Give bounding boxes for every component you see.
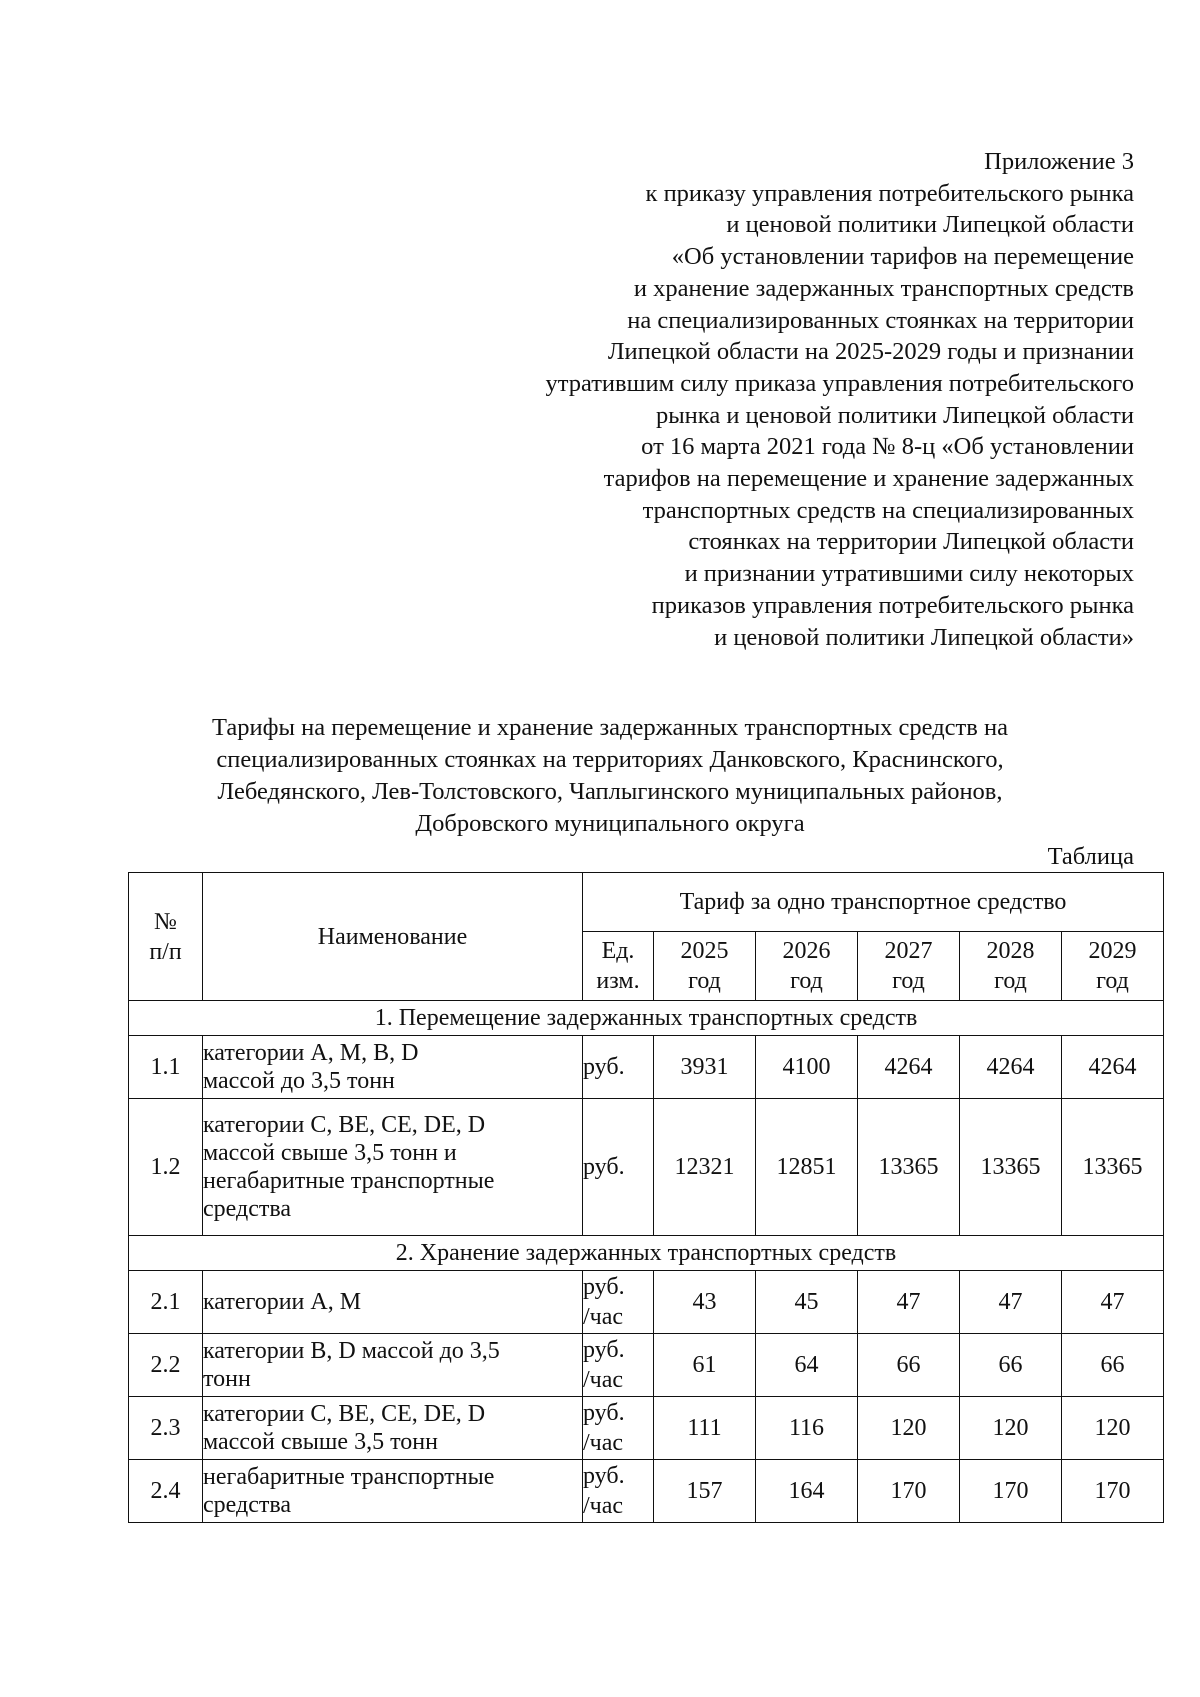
row-number: 1.1 bbox=[129, 1036, 203, 1099]
year-number: 2028 bbox=[986, 938, 1035, 964]
tariff-value: 120 bbox=[858, 1397, 960, 1460]
row-name-line: средства bbox=[203, 1196, 292, 1222]
year-suffix: год bbox=[892, 968, 925, 994]
tariff-value: 116 bbox=[756, 1397, 858, 1460]
row-unit bbox=[583, 1036, 654, 1099]
tariff-value: 47 bbox=[1062, 1271, 1164, 1334]
header-line: рынка и ценовой политики Липецкой области bbox=[655, 401, 1134, 429]
tariff-value: 43 bbox=[654, 1271, 756, 1334]
header-line: Липецкой области на 2025-2029 годы и признании bbox=[607, 338, 1134, 366]
col-header-unit-line1: Ед. bbox=[601, 938, 635, 964]
tariff-value: 13365 bbox=[858, 1099, 960, 1236]
header-line: стоянках на территории Липецкой области bbox=[688, 528, 1134, 556]
tariff-value: 120 bbox=[1062, 1397, 1164, 1460]
title-line: Добровского муниципального округа bbox=[415, 810, 805, 837]
row-unit-line: руб. bbox=[583, 1054, 625, 1080]
row-number: 2.4 bbox=[129, 1460, 203, 1523]
tariff-value: 164 bbox=[756, 1460, 858, 1523]
tariff-value: 45 bbox=[756, 1271, 858, 1334]
row-name bbox=[203, 1460, 583, 1523]
tariff-value: 157 bbox=[654, 1460, 756, 1523]
table-row bbox=[129, 1099, 1164, 1236]
tariff-value: 4100 bbox=[756, 1036, 858, 1099]
row-unit-line: руб. bbox=[583, 1274, 625, 1300]
row-unit bbox=[583, 1099, 654, 1236]
row-name-line: тонн bbox=[203, 1366, 251, 1392]
row-name-line: негабаритные транспортные bbox=[203, 1168, 495, 1194]
row-unit-line: руб. bbox=[583, 1337, 625, 1363]
row-unit-line: руб. bbox=[583, 1463, 625, 1489]
header-line: и признании утратившими силу некоторых bbox=[684, 560, 1134, 588]
header-line: и хранение задержанных транспортных средств bbox=[633, 274, 1134, 302]
tariff-value: 120 bbox=[960, 1397, 1062, 1460]
row-name bbox=[203, 1334, 583, 1397]
tariff-value: 13365 bbox=[1062, 1099, 1164, 1236]
row-number: 1.2 bbox=[129, 1099, 203, 1236]
year-suffix: год bbox=[1096, 968, 1129, 994]
section-heading-relocation: 1. Перемещение задержанных транспортных средств bbox=[129, 1001, 1164, 1036]
tariff-value: 66 bbox=[1062, 1334, 1164, 1397]
row-number: 2.3 bbox=[129, 1397, 203, 1460]
year-number: 2027 bbox=[884, 938, 933, 964]
tariff-table bbox=[128, 872, 1164, 1523]
table-row bbox=[129, 1397, 1164, 1460]
row-number: 2.1 bbox=[129, 1271, 203, 1334]
row-name bbox=[203, 1099, 583, 1236]
header-line: «Об установлении тарифов на перемещение bbox=[671, 243, 1134, 271]
row-number: 2.2 bbox=[129, 1334, 203, 1397]
header-line: к приказу управления потребительского рынка bbox=[645, 179, 1134, 207]
col-header-year bbox=[960, 932, 1062, 1001]
row-unit-line: руб. bbox=[583, 1154, 625, 1180]
row-name-line: категории A, M, B, D bbox=[203, 1040, 419, 1066]
row-unit-line: /час bbox=[583, 1493, 624, 1519]
header-line: утратившим силу приказа управления потребительского bbox=[545, 369, 1134, 397]
col-header-year bbox=[756, 932, 858, 1001]
year-suffix: год bbox=[688, 968, 721, 994]
tariff-value: 170 bbox=[960, 1460, 1062, 1523]
tariff-value: 47 bbox=[858, 1271, 960, 1334]
header-line: Приложение 3 bbox=[984, 148, 1134, 175]
col-header-tariff: Тариф за одно транспортное средство bbox=[583, 873, 1164, 932]
year-suffix: год bbox=[994, 968, 1027, 994]
tariff-value: 66 bbox=[858, 1334, 960, 1397]
header-line: транспортных средств на специализированных bbox=[642, 496, 1134, 524]
col-header-unit bbox=[583, 932, 654, 1001]
col-header-unit-line2: изм. bbox=[596, 968, 640, 994]
table-label: Таблица bbox=[1047, 843, 1134, 870]
tariff-value: 4264 bbox=[960, 1036, 1062, 1099]
row-name bbox=[203, 1271, 583, 1334]
header-line: тарифов на перемещение и хранение задержанных bbox=[603, 465, 1134, 493]
row-name-line: массой до 3,5 тонн bbox=[203, 1068, 395, 1094]
header-line: от 16 марта 2021 года № 8-ц «Об установлении bbox=[641, 433, 1134, 461]
year-number: 2029 bbox=[1088, 938, 1137, 964]
row-name bbox=[203, 1397, 583, 1460]
tariff-value: 4264 bbox=[1062, 1036, 1164, 1099]
tariff-value: 61 bbox=[654, 1334, 756, 1397]
title-line: Тарифы на перемещение и хранение задержанных транспортных средств на bbox=[212, 714, 1008, 741]
table-row bbox=[129, 1334, 1164, 1397]
year-number: 2026 bbox=[782, 938, 831, 964]
row-name-line: категории A, M bbox=[203, 1289, 362, 1315]
header-line: приказов управления потребительского рынка bbox=[651, 591, 1134, 619]
tariff-value: 170 bbox=[1062, 1460, 1164, 1523]
row-unit-line: /час bbox=[583, 1367, 624, 1393]
tariff-value: 13365 bbox=[960, 1099, 1062, 1236]
tariff-value: 66 bbox=[960, 1334, 1062, 1397]
col-header-year bbox=[858, 932, 960, 1001]
row-unit-line: /час bbox=[583, 1304, 624, 1330]
row-unit bbox=[583, 1397, 654, 1460]
row-name-line: средства bbox=[203, 1492, 292, 1518]
col-header-year bbox=[654, 932, 756, 1001]
table-row bbox=[129, 1460, 1164, 1523]
col-header-number-line2: п/п bbox=[149, 938, 182, 965]
tariff-value: 12851 bbox=[756, 1099, 858, 1236]
row-name-line: массой свыше 3,5 тонн bbox=[203, 1429, 438, 1455]
tariff-value: 64 bbox=[756, 1334, 858, 1397]
tariff-value: 3931 bbox=[654, 1036, 756, 1099]
row-name-line: категории B, D массой до 3,5 bbox=[203, 1338, 500, 1364]
col-header-name-text: Наименование bbox=[317, 923, 468, 950]
document-title bbox=[130, 712, 1090, 840]
row-name bbox=[203, 1036, 583, 1099]
row-unit bbox=[583, 1460, 654, 1523]
col-header-number bbox=[129, 873, 203, 1001]
header-line: на специализированных стоянках на территории bbox=[627, 306, 1134, 334]
order-reference-header bbox=[545, 146, 1134, 653]
section-heading-storage: 2. Хранение задержанных транспортных средств bbox=[129, 1236, 1164, 1271]
row-unit-line: /час bbox=[583, 1430, 624, 1456]
header-line: и ценовой политики Липецкой области» bbox=[714, 623, 1134, 651]
title-line: Лебедянского, Лев-Толстовского, Чаплыгинского муниципальных районов, bbox=[217, 778, 1003, 805]
tariff-value: 111 bbox=[654, 1397, 756, 1460]
row-name-line: категории C, BE, CE, DE, D bbox=[203, 1401, 486, 1427]
table-row bbox=[129, 1036, 1164, 1099]
col-header-number-line1: № bbox=[154, 908, 177, 935]
row-name-line: категории C, BE, CE, DE, D bbox=[203, 1112, 486, 1138]
row-unit bbox=[583, 1271, 654, 1334]
tariff-value: 12321 bbox=[654, 1099, 756, 1236]
title-line: специализированных стоянках на территориях Данковского, Краснинского, bbox=[216, 746, 1004, 773]
row-name-line: массой свыше 3,5 тонн и bbox=[203, 1140, 457, 1166]
year-number: 2025 bbox=[680, 938, 729, 964]
row-unit bbox=[583, 1334, 654, 1397]
tariff-value: 170 bbox=[858, 1460, 960, 1523]
year-suffix: год bbox=[790, 968, 823, 994]
tariff-value: 47 bbox=[960, 1271, 1062, 1334]
header-line: и ценовой политики Липецкой области bbox=[726, 211, 1134, 239]
col-header-name bbox=[203, 873, 583, 1001]
col-header-year bbox=[1062, 932, 1164, 1001]
row-name-line: негабаритные транспортные bbox=[203, 1464, 495, 1490]
tariff-value: 4264 bbox=[858, 1036, 960, 1099]
row-unit-line: руб. bbox=[583, 1400, 625, 1426]
table-row bbox=[129, 1271, 1164, 1334]
